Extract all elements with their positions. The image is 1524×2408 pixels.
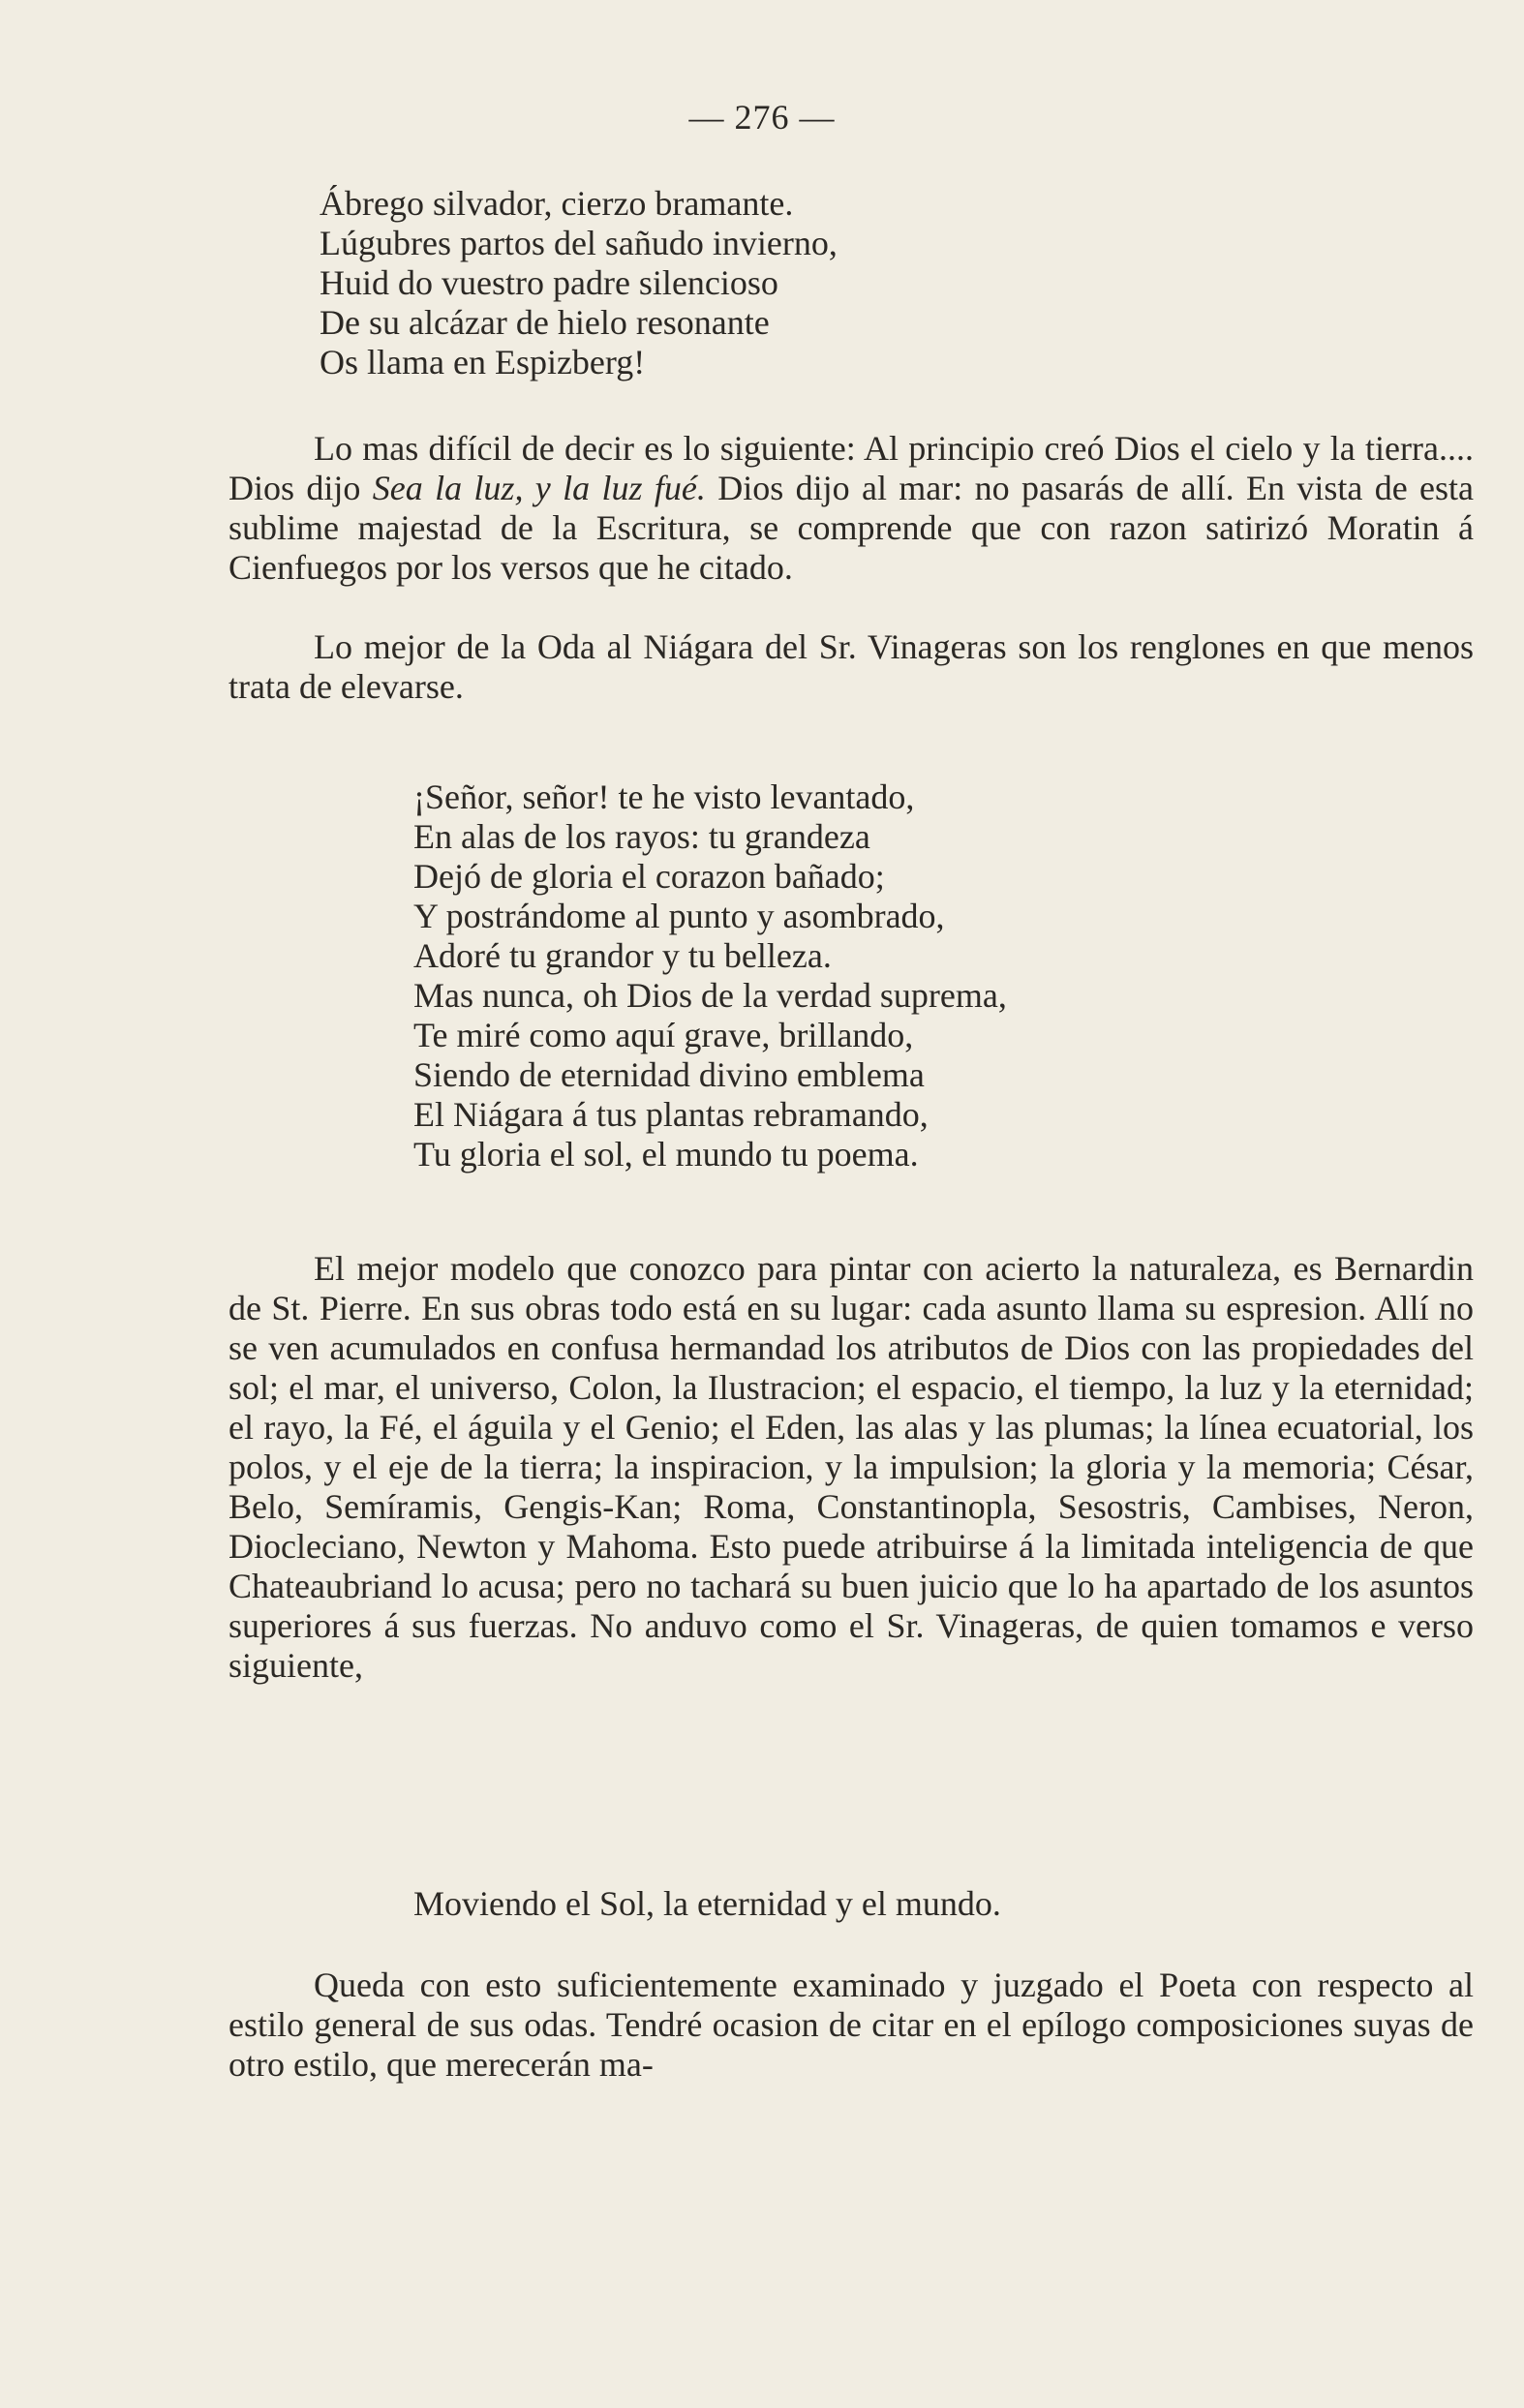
verse-line: Huid do vuestro padre silencioso xyxy=(320,263,778,302)
paragraph-text: Lo mas difícil de decir es lo siguiente: Al principio creó Dios el cielo y la tierra.... Dios dijo xyxy=(229,429,1474,507)
verse-line: Y postrándome al punto y asombrado, xyxy=(413,897,945,935)
verse-stanza-1 xyxy=(320,184,838,382)
paragraph-1 xyxy=(229,429,1474,588)
verse-line: Ábrego silvador, cierzo bramante. xyxy=(320,184,794,223)
verse-line: Lúgubres partos del sañudo invierno, xyxy=(320,224,838,262)
verse-line: Tu gloria el sol, el mundo tu poema. xyxy=(413,1135,919,1174)
verse-line: Os llama en Espizberg! xyxy=(320,343,646,381)
verse-line: Te miré como aquí grave, brillando, xyxy=(413,1016,914,1054)
verse-single-line: Moviendo el Sol, la eternidad y el mundo. xyxy=(413,1884,1001,1923)
verse-line: En alas de los rayos: tu grandeza xyxy=(413,817,870,856)
quoted-phrase: Sea la luz, y la luz fué. xyxy=(372,469,706,507)
page-number: — 276 — xyxy=(688,98,836,137)
paragraph-3: El mejor modelo que conozco para pintar con acierto la naturaleza, es Bernardin de St. Pierre. En sus obras todo está en su lugar: cada asunto llama su espresion. Allí no se ven acumulados en confusa hermandad los atributos de Dios con las propiedades del sol; el mar, el universo, Colon, la Ilustracion; el espacio, el tiempo, la luz y la eternidad; el rayo, la Fé, el águila y el Genio; el Eden, las alas y las plumas; la línea ecuatorial, los polos, y el eje de la tierra; la inspiracion, y la impulsion; la gloria y la memoria; César, Belo, Semíramis, Gengis-Kan; Roma, Constantinopla, Sesostris, Cambises, Neron, Diocleciano, Newton y Mahoma. Esto puede atribuirse á la limitada inteligencia de que Chateaubriand lo acusa; pero no tachará su buen juicio que lo ha apartado de los asuntos superiores á sus fuerzas. No anduvo como el Sr. Vinageras, de quien tomamos e verso siguiente, xyxy=(229,1249,1474,1685)
verse-stanza-2 xyxy=(413,777,1007,1174)
verse-line: ¡Señor, señor! te he visto levantado, xyxy=(413,777,915,816)
verse-line: De su alcázar de hielo resonante xyxy=(320,303,770,342)
paragraph-text: Dios dijo al mar: no pasarás de allí. En vista de esta sublime majestad de la Escritura, se comprende que con razon satirizó Moratin á Cienfuegos por los versos que he citado. xyxy=(229,469,1474,587)
paragraph-2: Lo mejor de la Oda al Niágara del Sr. Vinageras son los renglones en que menos trata de elevarse. xyxy=(229,627,1474,706)
verse-line: Adoré tu grandor y tu belleza. xyxy=(413,936,832,975)
paragraph-4: Queda con esto suficientemente examinado y juzgado el Poeta con respecto al estilo general de sus odas. Tendré ocasion de citar en el epílogo composiciones suyas de otro estilo, que merecerán ma- xyxy=(229,1966,1474,2084)
verse-line: El Niágara á tus plantas rebramando, xyxy=(413,1095,929,1134)
verse-line: Siendo de eternidad divino emblema xyxy=(413,1055,925,1094)
verse-line: Mas nunca, oh Dios de la verdad suprema, xyxy=(413,976,1007,1015)
verse-line: Dejó de gloria el corazon bañado; xyxy=(413,857,885,896)
